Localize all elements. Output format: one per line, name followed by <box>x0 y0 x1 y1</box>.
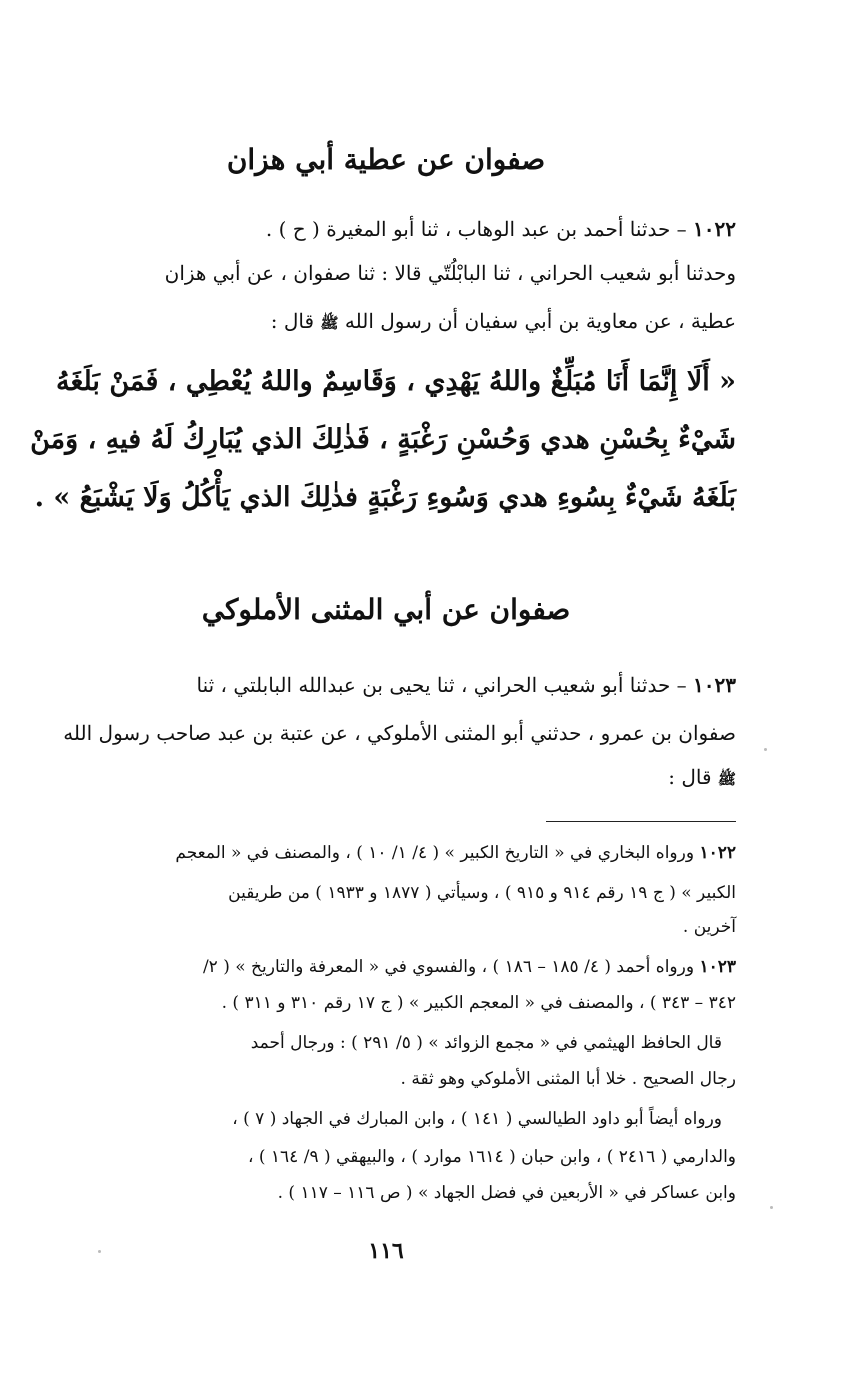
salawat-glyph: ﷺ <box>717 769 736 788</box>
footnote-1022-line-3: آخرين . <box>682 917 736 937</box>
document-page <box>30 0 736 1377</box>
footnote-1022-line-2: الكبير » ( ج ١٩ رقم ٩١٤ و ٩١٥ ) ، وسيأتي ( ١٨٧٧ و ١٩٣٣ ) من طريقين <box>228 883 736 903</box>
footnote-1023-line-7: وابن عساكر في « الأربعين في فضل الجهاد » ( ص ١١٦ – ١١٧ ) . <box>277 1183 736 1203</box>
hadith-number: ١٠٢٢ <box>693 217 736 241</box>
page-number: ١١٦ <box>368 1238 404 1264</box>
footnote-divider <box>546 821 736 822</box>
footnote-1023-line-1 <box>36 954 736 980</box>
scan-speck <box>98 1250 101 1253</box>
section-heading-atiyya: صفوان عن عطية أبي هزان <box>226 143 546 176</box>
hadith-1022-line-1 <box>36 214 736 244</box>
hadith-1022-line-3 <box>36 306 736 338</box>
section-heading-amluki: صفوان عن أبي المثنى الأملوكي <box>201 593 571 626</box>
prophetic-quote-line-3: بَلَغَهُ شَيْءٌ بِسُوءِ هدي وَسُوءِ رَغْبَةٍ فذٰلِكَ الذي يَأْكُلُ وَلَا يَشْبَعُ » . <box>34 482 736 513</box>
hadith-text: عطية ، عن معاوية بن أبي سفيان أن رسول الله <box>344 309 736 333</box>
footnote-number: ١٠٢٢ <box>699 843 736 863</box>
footnote-1023-line-4: رجال الصحيح . خلا أبا المثنى الأملوكي وهو ثقة . <box>400 1069 736 1089</box>
scan-speck <box>770 1206 773 1209</box>
hadith-1023-line-3 <box>36 762 736 794</box>
hadith-text: – حدثنا أبو شعيب الحراني ، ثنا يحيى بن عبدالله البابلتي ، ثنا <box>196 673 687 697</box>
hadith-text: قال : <box>668 765 712 789</box>
salawat-glyph: ﷺ <box>320 313 339 332</box>
hadith-1022-line-2: وحدثنا أبو شعيب الحراني ، ثنا البابْلُتّي قالا : ثنا صفوان ، عن أبي هزان <box>164 261 736 285</box>
hadith-text: قال : <box>270 309 315 333</box>
hadith-1023-line-2: صفوان بن عمرو ، حدثني أبو المثنى الأملوكي ، عن عتبة بن عبد صاحب رسول الله <box>63 721 736 745</box>
footnote-number: ١٠٢٣ <box>699 957 736 977</box>
hadith-text: – حدثنا أحمد بن عبد الوهاب ، ثنا أبو المغيرة ( ح ) . <box>265 217 687 241</box>
footnote-1023-line-3: قال الحافظ الهيثمي في « مجمع الزوائد » ( ٥/ ٢٩١ ) : ورجال أحمد <box>250 1033 722 1053</box>
prophetic-quote-line-1: « أَلَا إِنَّمَا أَنَا مُبَلِّغٌ واللهُ يَهْدِي ، وَقَاسِمٌ واللهُ يُعْطِي ، فَمَنْ بَلَغَهُ <box>55 366 736 397</box>
hadith-number: ١٠٢٣ <box>693 673 736 697</box>
hadith-1023-line-1 <box>36 670 736 700</box>
scan-speck <box>764 748 767 751</box>
footnote-1023-line-2: ٣٤٢ – ٣٤٣ ) ، والمصنف في « المعجم الكبير » ( ج ١٧ رقم ٣١٠ و ٣١١ ) . <box>221 993 736 1013</box>
footnote-1023-line-6: والدارمي ( ٢٤١٦ ) ، وابن حبان ( ١٦١٤ موارد ) ، والبيهقي ( ٩/ ١٦٤ ) ، <box>247 1147 736 1167</box>
footnote-text: ورواه البخاري في « التاريخ الكبير » ( ٤/ ١/ ١٠ ) ، والمصنف في « المعجم <box>175 843 695 863</box>
footnote-1023-line-5: ورواه أيضاً أبو داود الطيالسي ( ١٤١ ) ، وابن المبارك في الجهاد ( ٧ ) ، <box>232 1109 722 1129</box>
prophetic-quote-line-2: شَيْءٌ بِحُسْنِ هدي وَحُسْنِ رَغْبَةٍ ، فَذٰلِكَ الذي يُبَارِكُ لَهُ فيهِ ، وَمَنْ <box>30 424 736 455</box>
footnote-text: ورواه أحمد ( ٤/ ١٨٥ – ١٨٦ ) ، والفسوي في « المعرفة والتاريخ » ( ٢/ <box>202 957 695 977</box>
footnote-1022-line-1 <box>36 840 736 866</box>
